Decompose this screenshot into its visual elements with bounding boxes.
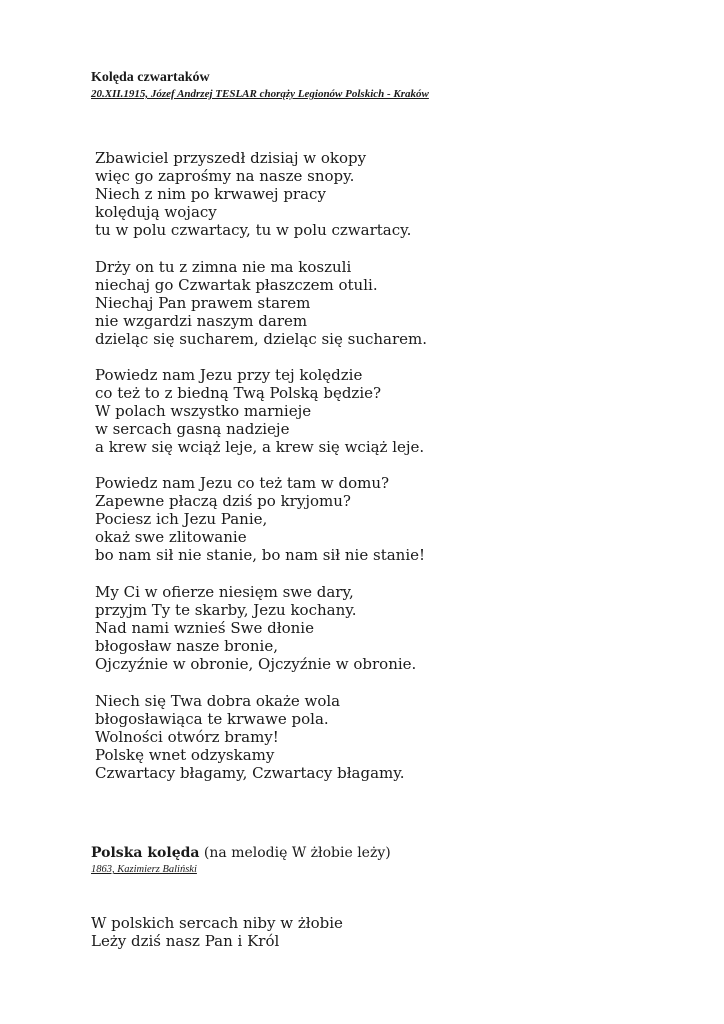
poem-line: w sercach gasną nadzieje [95,420,290,438]
poem-line: My Ci w ofierze niesięm swe dary, [95,583,354,601]
stanza-6 [95,692,655,782]
poem-line: więc go zaprośmy na nasze snopy. [95,167,355,185]
poem-line: a krew się wciąż leje, a krew się wciąż leje. [95,438,425,456]
poem-line: Ojczyźnie w obronie, Ojczyźnie w obronie. [95,655,417,673]
poem-line: W polskich sercach niby w żłobie [91,914,343,932]
poem-line: Niech się Twa dobra okaże wola [95,692,341,710]
poem-line: kolędują wojacy [95,203,217,221]
poem-line: Niechaj Pan prawem starem [95,294,311,312]
second-song-title-bold: Polska kolęda [91,845,200,861]
poem-line: Pociesz ich Jezu Panie, [95,510,268,528]
poem-line: Nad nami wznieś Swe dłonie [95,619,314,637]
poem-line: Zapewne płaczą dziś po kryjomu? [95,492,351,510]
poem-line: dzieląc się sucharem, dzieląc się sucharem. [95,330,428,348]
poem-line: błogosławiąca te krwawe pola. [95,710,329,728]
song-title: Kolęda czwartaków [91,70,210,85]
poem-line: Polskę wnet odzyskamy [95,746,275,764]
poem-line: co też to z biedną Twą Polską będzie? [95,384,382,402]
poem-line: W polach wszystko marnieje [95,402,312,420]
stanza-2 [95,258,655,348]
poem-line: okaż swe zlitowanie [95,528,247,546]
poem-line: Zbawiciel przyszedł dzisiaj w okopy [95,149,367,167]
poem-line: Powiedz nam Jezu co też tam w domu? [95,474,390,492]
poem-line: tu w polu czwartacy, tu w polu czwartacy. [95,221,412,239]
poem-line: nie wzgardzi naszym darem [95,312,308,330]
poem-line: Niech z nim po krwawej pracy [95,185,326,203]
stanza-3 [95,366,655,456]
poem-line: Drży on tu z zimna nie ma koszuli [95,258,352,276]
poem-line: bo nam sił nie stanie, bo nam sił nie stanie! [95,546,426,564]
stanza-5 [95,583,655,673]
poem-line: niechaj go Czwartak płaszczem otuli. [95,276,378,294]
stanza-1 [95,149,655,239]
poem-line: przyjm Ty te skarby, Jezu kochany. [95,601,357,619]
poem-line: Wolności otwórz bramy! [95,728,279,746]
poem-line: Powiedz nam Jezu przy tej kolędzie [95,366,363,384]
second-song-stanza [91,914,343,950]
poem-line: Leży dziś nasz Pan i Król [91,932,280,950]
second-song-title [91,845,391,861]
song-subtitle: 20.XII.1915, Józef Andrzej TESLAR chorąży Legionów Polskich - Kraków [91,88,429,100]
poem-line: Czwartacy błagamy, Czwartacy błagamy. [95,764,405,782]
second-song-subtitle: 1863, Kazimierz Baliński [91,864,197,875]
poem-line: błogosław nasze bronie, [95,637,278,655]
stanza-4 [95,474,655,564]
second-song-title-note: (na melodię W żłobie leży) [199,845,391,861]
